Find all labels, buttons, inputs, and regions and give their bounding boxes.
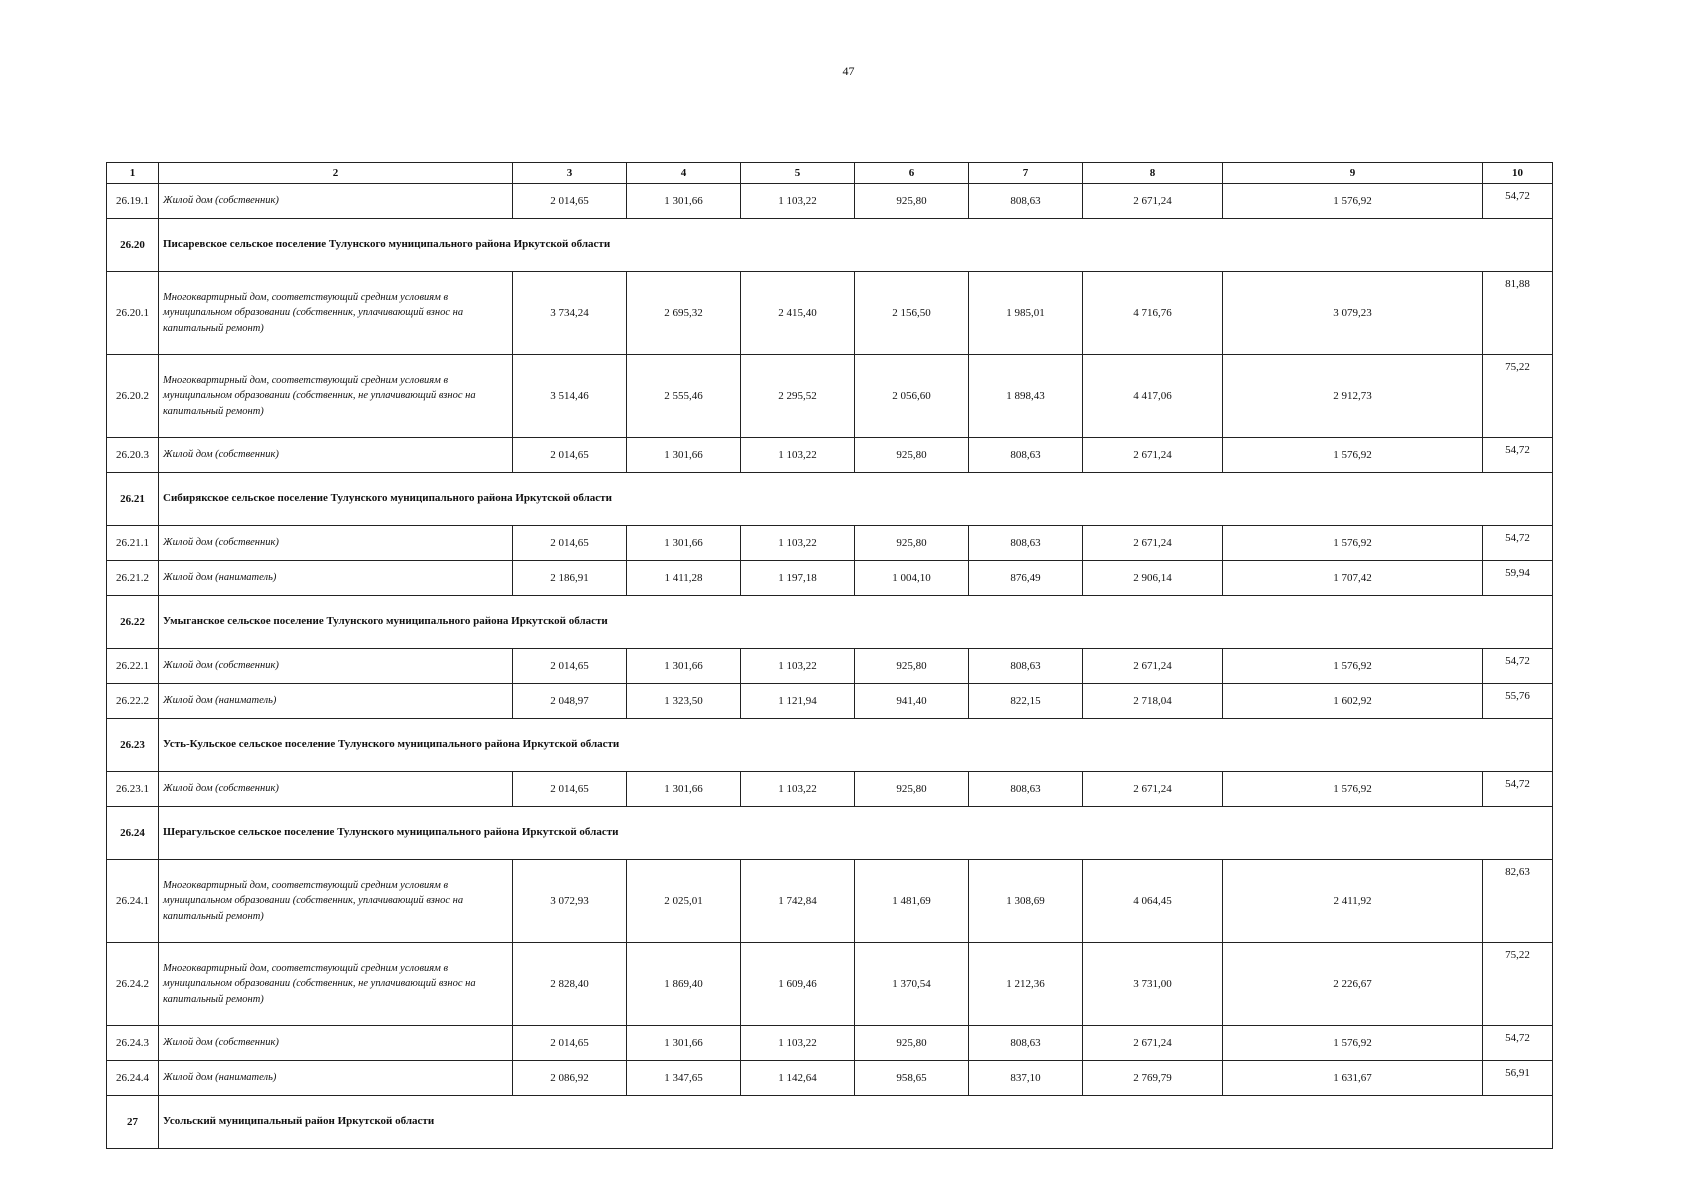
value-cell: 808,63: [969, 438, 1083, 473]
value-cell: 1 898,43: [969, 355, 1083, 438]
value-cell: 925,80: [855, 184, 969, 219]
value-cell: 55,76: [1483, 684, 1553, 719]
table-row: [107, 860, 1553, 943]
value-cell: 54,72: [1483, 438, 1553, 473]
value-cell: 2 769,79: [1083, 1061, 1223, 1096]
value-cell: 1 609,46: [741, 943, 855, 1026]
value-cell: 1 576,92: [1223, 526, 1483, 561]
row-code: 26.22: [107, 596, 159, 649]
row-name: Жилой дом (собственник): [159, 526, 513, 561]
row-name: Многоквартирный дом, соответствующий средним условиям в муниципальном образовании (собственник, уплачивающий взнос на капитальный ремонт): [159, 272, 513, 355]
value-cell: 3 731,00: [1083, 943, 1223, 1026]
value-cell: 75,22: [1483, 355, 1553, 438]
value-cell: 1 576,92: [1223, 1026, 1483, 1061]
table-row: [107, 1061, 1553, 1096]
group-title: Усть-Кульское сельское поселение Тулунского муниципального района Иркутской области: [159, 719, 1553, 772]
value-cell: 4 417,06: [1083, 355, 1223, 438]
value-cell: 2 695,32: [627, 272, 741, 355]
table-body: [107, 184, 1553, 1149]
col-header: 7: [969, 163, 1083, 184]
tariff-table: [106, 162, 1553, 1149]
value-cell: 1 301,66: [627, 184, 741, 219]
row-code: 26.20.1: [107, 272, 159, 355]
value-cell: 4 716,76: [1083, 272, 1223, 355]
col-header: 8: [1083, 163, 1223, 184]
group-row: [107, 719, 1553, 772]
table-row: [107, 438, 1553, 473]
value-cell: 1 576,92: [1223, 649, 1483, 684]
col-header: 10: [1483, 163, 1553, 184]
row-code: 26.19.1: [107, 184, 159, 219]
table-row: [107, 355, 1553, 438]
col-header: 3: [513, 163, 627, 184]
value-cell: 1 576,92: [1223, 438, 1483, 473]
col-header: 6: [855, 163, 969, 184]
table-row: [107, 772, 1553, 807]
value-cell: 2 671,24: [1083, 526, 1223, 561]
value-cell: 2 555,46: [627, 355, 741, 438]
col-header: 1: [107, 163, 159, 184]
value-cell: 2 014,65: [513, 1026, 627, 1061]
row-name: Жилой дом (собственник): [159, 649, 513, 684]
value-cell: 59,94: [1483, 561, 1553, 596]
value-cell: 1 103,22: [741, 438, 855, 473]
value-cell: 54,72: [1483, 772, 1553, 807]
value-cell: 2 056,60: [855, 355, 969, 438]
value-cell: 1 742,84: [741, 860, 855, 943]
value-cell: 941,40: [855, 684, 969, 719]
value-cell: 876,49: [969, 561, 1083, 596]
row-code: 26.20: [107, 219, 159, 272]
group-row: [107, 1096, 1553, 1149]
col-header: 5: [741, 163, 855, 184]
group-row: [107, 473, 1553, 526]
value-cell: 808,63: [969, 526, 1083, 561]
value-cell: 2 226,67: [1223, 943, 1483, 1026]
value-cell: 1 142,64: [741, 1061, 855, 1096]
header-row: [107, 163, 1553, 184]
value-cell: 1 576,92: [1223, 184, 1483, 219]
value-cell: 1 301,66: [627, 1026, 741, 1061]
value-cell: 3 072,93: [513, 860, 627, 943]
value-cell: 1 602,92: [1223, 684, 1483, 719]
row-name: Жилой дом (собственник): [159, 1026, 513, 1061]
value-cell: 925,80: [855, 772, 969, 807]
value-cell: 3 514,46: [513, 355, 627, 438]
value-cell: 958,65: [855, 1061, 969, 1096]
value-cell: 2 671,24: [1083, 1026, 1223, 1061]
value-cell: 2 014,65: [513, 438, 627, 473]
value-cell: 75,22: [1483, 943, 1553, 1026]
value-cell: 1 869,40: [627, 943, 741, 1026]
value-cell: 1 103,22: [741, 184, 855, 219]
row-code: 26.21: [107, 473, 159, 526]
value-cell: 2 014,65: [513, 772, 627, 807]
value-cell: 1 411,28: [627, 561, 741, 596]
value-cell: 54,72: [1483, 184, 1553, 219]
table-row: [107, 649, 1553, 684]
row-code: 26.22.1: [107, 649, 159, 684]
row-code: 26.24.4: [107, 1061, 159, 1096]
row-code: 26.24.3: [107, 1026, 159, 1061]
value-cell: 2 014,65: [513, 184, 627, 219]
value-cell: 1 121,94: [741, 684, 855, 719]
value-cell: 2 048,97: [513, 684, 627, 719]
group-row: [107, 219, 1553, 272]
value-cell: 2 671,24: [1083, 649, 1223, 684]
table-row: [107, 526, 1553, 561]
value-cell: 3 079,23: [1223, 272, 1483, 355]
col-header: 4: [627, 163, 741, 184]
row-code: 26.24: [107, 807, 159, 860]
value-cell: 2 671,24: [1083, 184, 1223, 219]
value-cell: 2 828,40: [513, 943, 627, 1026]
value-cell: 925,80: [855, 438, 969, 473]
value-cell: 2 411,92: [1223, 860, 1483, 943]
value-cell: 1 004,10: [855, 561, 969, 596]
value-cell: 1 197,18: [741, 561, 855, 596]
value-cell: 1 301,66: [627, 772, 741, 807]
value-cell: 2 671,24: [1083, 772, 1223, 807]
value-cell: 3 734,24: [513, 272, 627, 355]
value-cell: 1 370,54: [855, 943, 969, 1026]
value-cell: 4 064,45: [1083, 860, 1223, 943]
value-cell: 2 718,04: [1083, 684, 1223, 719]
value-cell: 1 481,69: [855, 860, 969, 943]
value-cell: 2 025,01: [627, 860, 741, 943]
value-cell: 808,63: [969, 649, 1083, 684]
group-row: [107, 596, 1553, 649]
group-title: Сибирякское сельское поселение Тулунского муниципального района Иркутской области: [159, 473, 1553, 526]
group-title: Шерагульское сельское поселение Тулунского муниципального района Иркутской области: [159, 807, 1553, 860]
table-row: [107, 272, 1553, 355]
value-cell: 54,72: [1483, 526, 1553, 561]
value-cell: 1 301,66: [627, 526, 741, 561]
value-cell: 1 103,22: [741, 526, 855, 561]
value-cell: 2 156,50: [855, 272, 969, 355]
row-name: Жилой дом (наниматель): [159, 561, 513, 596]
value-cell: 1 308,69: [969, 860, 1083, 943]
value-cell: 1 103,22: [741, 649, 855, 684]
row-code: 27: [107, 1096, 159, 1149]
value-cell: 82,63: [1483, 860, 1553, 943]
row-name: Жилой дом (наниматель): [159, 684, 513, 719]
value-cell: 2 912,73: [1223, 355, 1483, 438]
table-row: [107, 561, 1553, 596]
row-code: 26.21.2: [107, 561, 159, 596]
value-cell: 1 707,42: [1223, 561, 1483, 596]
table-row: [107, 1026, 1553, 1061]
value-cell: 1 103,22: [741, 1026, 855, 1061]
value-cell: 1 301,66: [627, 438, 741, 473]
value-cell: 1 323,50: [627, 684, 741, 719]
value-cell: 925,80: [855, 649, 969, 684]
value-cell: 837,10: [969, 1061, 1083, 1096]
row-name: Жилой дом (наниматель): [159, 1061, 513, 1096]
row-name: Многоквартирный дом, соответствующий средним условиям в муниципальном образовании (собственник, не уплачивающий взнос на капитальный ремонт): [159, 355, 513, 438]
value-cell: 1 576,92: [1223, 772, 1483, 807]
value-cell: 81,88: [1483, 272, 1553, 355]
col-header: 9: [1223, 163, 1483, 184]
value-cell: 2 671,24: [1083, 438, 1223, 473]
value-cell: 925,80: [855, 526, 969, 561]
group-title: Умыганское сельское поселение Тулунского муниципального района Иркутской области: [159, 596, 1553, 649]
row-name: Жилой дом (собственник): [159, 772, 513, 807]
value-cell: 1 212,36: [969, 943, 1083, 1026]
value-cell: 56,91: [1483, 1061, 1553, 1096]
value-cell: 2 186,91: [513, 561, 627, 596]
value-cell: 1 985,01: [969, 272, 1083, 355]
col-header: 2: [159, 163, 513, 184]
value-cell: 1 301,66: [627, 649, 741, 684]
row-code: 26.20.3: [107, 438, 159, 473]
row-name: Жилой дом (собственник): [159, 184, 513, 219]
group-title: Писаревское сельское поселение Тулунского муниципального района Иркутской области: [159, 219, 1553, 272]
group-row: [107, 807, 1553, 860]
value-cell: 2 086,92: [513, 1061, 627, 1096]
row-name: Жилой дом (собственник): [159, 438, 513, 473]
value-cell: 1 631,67: [1223, 1061, 1483, 1096]
value-cell: 2 295,52: [741, 355, 855, 438]
row-code: 26.21.1: [107, 526, 159, 561]
value-cell: 808,63: [969, 184, 1083, 219]
value-cell: 808,63: [969, 772, 1083, 807]
value-cell: 808,63: [969, 1026, 1083, 1061]
table-row: [107, 184, 1553, 219]
value-cell: 1 347,65: [627, 1061, 741, 1096]
row-code: 26.24.1: [107, 860, 159, 943]
row-code: 26.23.1: [107, 772, 159, 807]
row-code: 26.24.2: [107, 943, 159, 1026]
row-code: 26.20.2: [107, 355, 159, 438]
value-cell: 925,80: [855, 1026, 969, 1061]
row-name: Многоквартирный дом, соответствующий средним условиям в муниципальном образовании (собственник, не уплачивающий взнос на капитальный ремонт): [159, 943, 513, 1026]
value-cell: 2 415,40: [741, 272, 855, 355]
value-cell: 822,15: [969, 684, 1083, 719]
table-row: [107, 684, 1553, 719]
value-cell: 2 906,14: [1083, 561, 1223, 596]
table-row: [107, 943, 1553, 1026]
value-cell: 54,72: [1483, 1026, 1553, 1061]
value-cell: 54,72: [1483, 649, 1553, 684]
row-name: Многоквартирный дом, соответствующий средним условиям в муниципальном образовании (собственник, уплачивающий взнос на капитальный ремонт): [159, 860, 513, 943]
group-title: Усольский муниципальный район Иркутской области: [159, 1096, 1553, 1149]
row-code: 26.23: [107, 719, 159, 772]
page-number: 47: [842, 64, 855, 78]
value-cell: 2 014,65: [513, 526, 627, 561]
value-cell: 2 014,65: [513, 649, 627, 684]
value-cell: 1 103,22: [741, 772, 855, 807]
row-code: 26.22.2: [107, 684, 159, 719]
